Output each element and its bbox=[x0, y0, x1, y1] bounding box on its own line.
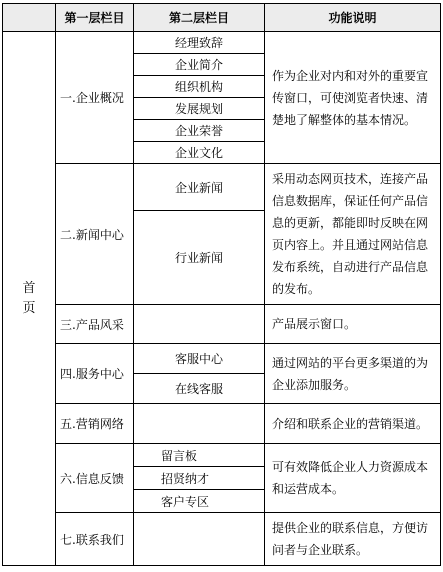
level1-item: 五.营销网络 bbox=[56, 404, 134, 444]
level2-item: 在线客服 bbox=[134, 374, 265, 404]
description-cell: 产品展示窗口。 bbox=[265, 305, 441, 344]
header-blank bbox=[3, 4, 56, 32]
level1-item: 七.联系我们 bbox=[56, 513, 134, 566]
level2-item: 企业荣誉 bbox=[134, 120, 265, 142]
level1-item: 六.信息反馈 bbox=[56, 444, 134, 513]
level2-item: 组织机构 bbox=[134, 76, 265, 98]
level2-item: 发展规划 bbox=[134, 98, 265, 120]
table-row bbox=[3, 344, 441, 374]
table-row bbox=[3, 513, 441, 566]
table-row bbox=[3, 404, 441, 444]
header-level2: 第二层栏目 bbox=[134, 4, 265, 32]
level2-item: 招贤纳才 bbox=[134, 467, 265, 490]
description-cell: 可有效降低企业人力资源成本和运营成本。 bbox=[265, 444, 441, 513]
table-row bbox=[3, 305, 441, 344]
level1-item: 四.服务中心 bbox=[56, 344, 134, 404]
home-char: 页 bbox=[22, 300, 36, 316]
header-level1: 第一层栏目 bbox=[56, 4, 134, 32]
level2-item: 企业新闻 bbox=[134, 164, 265, 211]
level2-item-empty bbox=[134, 305, 265, 344]
site-structure-table bbox=[2, 3, 441, 566]
level2-item: 企业文化 bbox=[134, 142, 265, 164]
level2-item-empty bbox=[134, 404, 265, 444]
header-row bbox=[3, 4, 441, 32]
description-cell: 采用动态网页技术，连接产品信息数据库，保证任何产品信息的更新，都能即时反映在网页内容上。并且通过网站信息发布系统，自动进行产品信息的发布。 bbox=[265, 164, 441, 305]
level2-item: 客户专区 bbox=[134, 490, 265, 513]
level2-item: 留言板 bbox=[134, 444, 265, 467]
level2-item: 客服中心 bbox=[134, 344, 265, 374]
home-cell bbox=[3, 32, 56, 566]
level1-item: 一.企业概况 bbox=[56, 32, 134, 164]
level1-item: 三.产品风采 bbox=[56, 305, 134, 344]
level2-item-empty bbox=[134, 513, 265, 566]
home-char: 首 bbox=[22, 280, 36, 296]
description-cell: 作为企业对内和对外的重要宣传窗口，可使浏览者快速、清楚地了解整体的基本情况。 bbox=[265, 32, 441, 164]
description-cell: 介绍和联系企业的营销渠道。 bbox=[265, 404, 441, 444]
level2-item: 经理致辞 bbox=[134, 32, 265, 54]
table-row bbox=[3, 32, 441, 54]
table-row bbox=[3, 444, 441, 467]
level1-item: 二.新闻中心 bbox=[56, 164, 134, 305]
level2-item: 企业简介 bbox=[134, 54, 265, 76]
level2-item: 行业新闻 bbox=[134, 211, 265, 305]
table-row bbox=[3, 164, 441, 211]
header-description: 功能说明 bbox=[265, 4, 441, 32]
description-cell: 提供企业的联系信息，方便访问者与企业联系。 bbox=[265, 513, 441, 566]
description-cell: 通过网站的平台更多渠道的为企业添加服务。 bbox=[265, 344, 441, 404]
